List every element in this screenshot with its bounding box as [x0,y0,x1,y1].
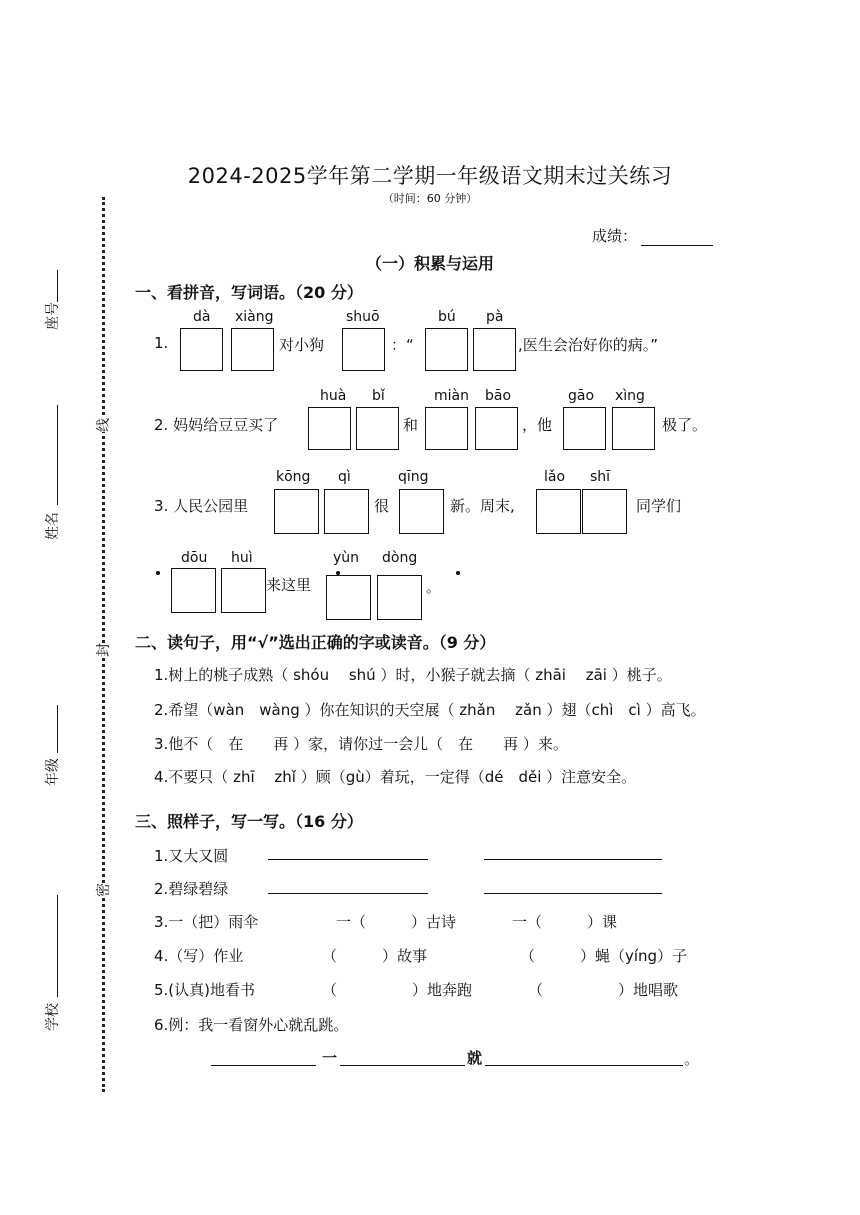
pinyin: dòng [382,550,418,566]
question-text: 和 [403,416,419,434]
page-title: 2024-2025学年第二学期一年级语文期末过关练习 [187,164,673,188]
pinyin: shuō [346,309,380,325]
answer-blank[interactable] [340,1065,465,1066]
fill-blank[interactable]: （ ）地奔跑 [322,981,473,999]
example-text: 1.又大又圆 [154,847,229,865]
pinyin: qì [338,469,351,485]
char-box[interactable] [221,568,266,613]
answer-blank[interactable] [268,859,428,860]
pinyin: pà [486,309,504,325]
char-box[interactable] [356,407,399,450]
char-box[interactable] [231,328,274,371]
example-text: 4.（写）作业 [154,947,244,965]
char-box[interactable] [180,328,223,371]
score-field[interactable] [592,225,713,246]
section-two-heading: 二、读句子，用“√”选出正确的字或读音。（9 分） [135,633,496,652]
period: 。 [684,1050,700,1068]
answer-blank[interactable] [484,893,662,894]
question-text: 很 [374,497,390,515]
question-text: 3. 人民公园里 [154,497,249,515]
pinyin: dōu [181,550,208,566]
example-text: 3.一（把）雨伞 [154,913,259,931]
grade-blank[interactable] [57,705,58,753]
fill-blank[interactable]: 一（ ）课 [512,913,618,931]
char-box[interactable] [399,489,444,534]
pinyin: miàn [434,388,469,404]
question-text: 。 [426,578,442,596]
question-text: 来这里 [266,576,312,594]
pinyin: lǎo [544,469,566,485]
question-text: ：“ [391,336,414,354]
char-box[interactable] [425,407,468,450]
pinyin: shī [590,469,611,485]
answer-blank[interactable] [211,1065,316,1066]
pinyin: bǐ [372,388,385,404]
question-text: 对小狗 [279,336,325,354]
fill-blank[interactable]: （ ）故事 [322,947,428,965]
section-one-heading: 一、看拼音，写词语。（20 分） [135,283,363,302]
question-text: 2. 妈妈给豆豆买了 [154,416,279,434]
section-three-heading: 三、照样子，写一写。（16 分） [135,812,363,831]
question-text: ,医生会治好你的病。” [518,336,659,354]
char-box[interactable] [475,407,518,450]
dot-mark [156,571,160,575]
fill-blank[interactable]: （ ）地唱歌 [528,981,679,999]
char-box[interactable] [342,328,385,371]
pinyin: dà [193,309,211,325]
fill-blank[interactable]: （ ）蝇（yíng）子 [520,947,688,965]
pinyin: xìng [615,388,645,404]
pinyin: bāo [485,388,512,404]
name-blank[interactable] [57,405,58,505]
pinyin: huà [320,388,347,404]
answer-blank[interactable] [485,1065,683,1066]
question-text: 同学们 [636,497,682,515]
char-box[interactable] [324,489,369,534]
example-text: 6.例：我一看窗外心就乱跳。 [154,1016,349,1034]
char-box[interactable] [582,489,627,534]
fill-blank[interactable]: 一（ ）古诗 [336,913,457,931]
pinyin: kōng [276,469,311,485]
question-text: ，他 [522,416,553,434]
char-box[interactable] [536,489,581,534]
part-one-title: （一）积累与运用 [365,254,494,273]
question-line[interactable]: 2.希望（wàn wàng ）你在知识的天空展（ zhǎn zǎn ）翅（chì cì ）高飞。 [154,701,706,719]
char-box[interactable] [274,489,319,534]
char-box[interactable] [377,575,422,620]
pinyin: xiàng [235,309,274,325]
question-line[interactable]: 3.他不（ 在 再 ）家，请你过一会儿（ 在 再 ）来。 [154,735,568,753]
answer-blank[interactable] [268,893,428,894]
pinyin: huì [231,550,253,566]
name-label: 姓名 [45,512,61,540]
seal-char-xian: 线 [93,418,113,432]
connector-word: 就 [467,1049,483,1067]
school-label: 学校 [45,1003,61,1031]
question-line[interactable]: 4.不要只（ zhī zhǐ ）顾（gù）着玩，一定得（dé děi ）注意安全。 [154,768,637,786]
seat-blank[interactable] [57,270,58,302]
pinyin: gāo [568,388,595,404]
char-box[interactable] [326,575,371,620]
seat-label: 座号 [45,302,61,330]
pinyin: yùn [333,550,360,566]
seal-char-feng: 封 [93,643,113,657]
dot-mark [456,571,460,575]
char-box[interactable] [473,328,516,371]
question-line[interactable]: 1.树上的桃子成熟（ shóu shú ）时，小猴子就去摘（ zhāi zāi ）桃子。 [154,666,672,684]
question-text: 极了。 [662,416,708,434]
answer-blank[interactable] [484,859,662,860]
char-box[interactable] [425,328,468,371]
pinyin: bú [438,309,456,325]
char-box[interactable] [171,568,216,613]
question-number: 1. [154,334,169,352]
char-box[interactable] [612,407,655,450]
grade-label: 年级 [45,758,61,786]
char-box[interactable] [308,407,351,450]
example-text: 2.碧绿碧绿 [154,880,229,898]
example-text: 5.(认真)地看书 [154,981,256,999]
school-blank[interactable] [57,895,58,997]
time-note: （时间：60 分钟） [382,192,478,205]
question-text: 新。周末, [450,497,515,515]
score-label: 成绩： [592,227,638,245]
connector-word: 一 [322,1049,338,1067]
pinyin: qīng [398,469,429,485]
char-box[interactable] [563,407,606,450]
score-blank[interactable] [641,231,713,246]
seal-char-mi: 密 [93,883,113,897]
